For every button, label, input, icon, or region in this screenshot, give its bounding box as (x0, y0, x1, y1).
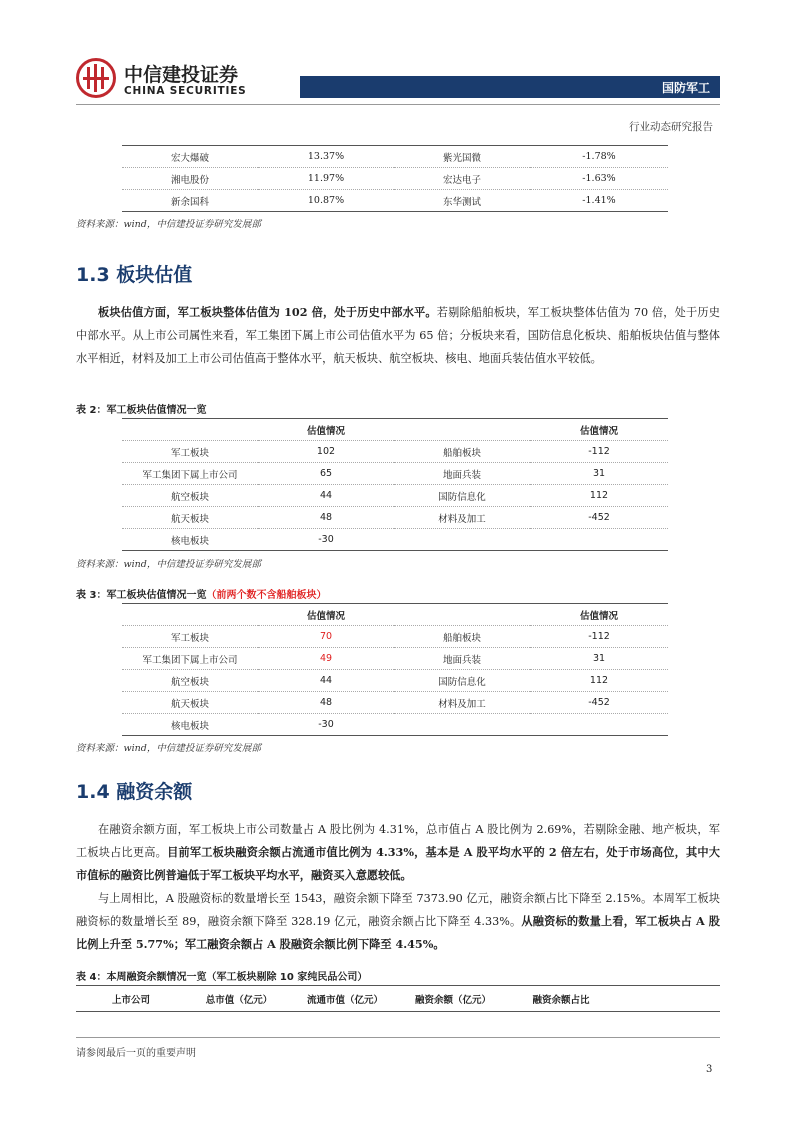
table-cell: 48 (258, 507, 394, 529)
table-row (122, 529, 668, 551)
para-text: 在融资余额方面，军工板块上市公司数量占 A 股比例为 4.31%，总市值占 A 股比例为 2.69%，若剔除金融、地产板块，军工板块占比更高。 (76, 823, 720, 859)
table-row (122, 485, 668, 507)
table-cell: 宏大爆破 (122, 146, 258, 168)
table-row (122, 168, 668, 190)
table-cell: -452 (530, 692, 668, 714)
table-header-cell (122, 604, 258, 626)
table-header-cell: 估值情况 (530, 604, 668, 626)
table-cell: 紫光国微 (394, 146, 530, 168)
table-3-caption-note: （前两个数不含船舶板块） (206, 590, 327, 601)
table-cell: 地面兵装 (394, 648, 530, 670)
para-text: 与上周相比，A 股融资标的数量增长至 1543，融资余额下降至 7373.90 亿元，融资余额占比下降至 2.15%。本周军工板块融资标的数量增长至 89，融资余额下降至 328.19 亿元，融资余额占比下降至 4.33%。 (76, 892, 720, 928)
table-header-row (76, 986, 720, 1012)
table-cell: 48 (258, 692, 394, 714)
table-cell: 航空板块 (122, 485, 258, 507)
table-cell: 102 (258, 441, 394, 463)
table-header-cell: 上市公司 (111, 994, 150, 1006)
table-cell: -1.78% (530, 146, 668, 168)
table-cell: 国防信息化 (394, 485, 530, 507)
table-row (122, 190, 668, 212)
table-cell: 军工集团下属上市公司 (122, 463, 258, 485)
table-header-row (122, 604, 668, 626)
table-cell: 东华测试 (442, 196, 481, 208)
table-cell: 10.87% (307, 195, 345, 206)
header-band (300, 76, 720, 98)
table-cell: 44 (258, 670, 394, 692)
table-cell: -112 (530, 626, 668, 648)
table-cell: 11.97% (258, 168, 394, 190)
table-cell: 材料及加工 (394, 507, 530, 529)
table-cell: 31 (530, 463, 668, 485)
table-cell-highlight: 70 (258, 626, 394, 648)
page-number: 3 (706, 1064, 713, 1075)
section-title-1-3: 1.3 板块估值 (76, 264, 193, 286)
table-header-cell: 总市值（亿元） (205, 994, 273, 1006)
table-cell: 112 (530, 485, 668, 507)
table-cell: 宏达电子 (394, 168, 530, 190)
table-header-cell (122, 419, 258, 441)
header-divider (76, 104, 720, 105)
table-2 (122, 418, 668, 551)
para-bold: 目前军工板块融资余额占流通市值比例为 4.33%，基本是 A 股平均水平的 2 倍左右，处于市场高位，其中大市值标的融资比例普遍低于军工板块平均水平，融资买入意愿较低。 (76, 845, 720, 882)
table-cell: -30 (318, 719, 334, 730)
table-row (122, 692, 668, 714)
source-note: 资料来源：wind，中信建投证券研究发展部 (76, 743, 261, 754)
para-bold-lead: 板块估值方面，军工板块整体估值为 102 倍，处于历史中部水平。 (98, 305, 437, 319)
table-row (122, 626, 668, 648)
table-cell (394, 714, 530, 736)
table-row (122, 441, 668, 463)
table-3-caption (76, 586, 326, 601)
table-header-cell: 估值情况 (258, 604, 394, 626)
table-cell: 湘电股份 (122, 168, 258, 190)
table-header-cell (394, 419, 530, 441)
table-cell: -1.41% (582, 195, 616, 206)
table-cell-highlight: 49 (258, 648, 394, 670)
table-cell: 船舶板块 (394, 441, 530, 463)
table-cell: 112 (530, 670, 668, 692)
table-header-cell: 流通市值（亿元） (306, 994, 383, 1006)
table-cell: 航天板块 (122, 692, 258, 714)
table-cell: 核电板块 (170, 535, 209, 547)
table-header-cell: 估值情况 (530, 419, 668, 441)
table-cell (530, 714, 668, 736)
table-3 (122, 603, 668, 736)
table-cell: 军工板块 (122, 626, 258, 648)
table-cell (394, 529, 530, 551)
table-row (122, 146, 668, 168)
para-bold: 从融资标的数量上看，军工板块占 A 股比例上升至 5.77%；军工融资余额占 A 股融资余额比例下降至 4.45%。 (76, 914, 720, 951)
table-cell: -452 (530, 507, 668, 529)
sector-label: 国防军工 (661, 81, 710, 95)
table-row (122, 714, 668, 736)
table-cell: 国防信息化 (394, 670, 530, 692)
table-cell: 核电板块 (170, 720, 209, 732)
table-cell: 船舶板块 (394, 626, 530, 648)
table-row (122, 648, 668, 670)
top-movers-table (122, 145, 668, 212)
table-cell: -30 (318, 534, 334, 545)
table-row (122, 670, 668, 692)
logo-text-cn: 中信建投证券 (124, 64, 239, 86)
logo-text-en: CHINA SECURITIES (124, 85, 247, 97)
section-1-4-paragraph-1 (76, 818, 720, 887)
table-cell (530, 529, 668, 551)
table-header-row (122, 419, 668, 441)
table-4-caption: 表 4：本周融资余额情况一览（军工板块剔除 10 家纯民品公司） (76, 972, 368, 983)
table-cell: 航天板块 (122, 507, 258, 529)
table-cell: -112 (530, 441, 668, 463)
para-text: 若剔除船舶板块，军工板块整体估值为 70 倍，处于历史中部水平。从上市公司属性来看，军工集团下属上市公司估值水平为 65 倍；分板块来看，国防信息化板块、船舶板块估值与整体水平相近，材料及加工上市公司估值高于整体水平，航天板块、航空板块、核电、地面兵装估值水平较低。 (76, 306, 720, 365)
section-1-4-paragraph-2 (76, 887, 720, 956)
report-type: 行业动态研究报告 (629, 121, 713, 133)
table-cell: 军工集团下属上市公司 (122, 648, 258, 670)
table-cell: 航空板块 (122, 670, 258, 692)
table-3-caption-text: 表 3：军工板块估值情况一览 (76, 590, 207, 601)
company-logo (76, 58, 246, 102)
table-cell: 材料及加工 (394, 692, 530, 714)
footer-disclaimer: 请参阅最后一页的重要声明 (76, 1048, 196, 1059)
table-header-cell-empty (614, 986, 720, 1012)
footer-divider (76, 1037, 720, 1038)
table-row (122, 463, 668, 485)
logo-mark-icon (76, 58, 116, 98)
table-4 (76, 985, 720, 1012)
table-header-cell: 估值情况 (258, 419, 394, 441)
section-1-3-paragraph (76, 301, 720, 370)
table-cell: 44 (258, 485, 394, 507)
table-header-cell: 融资余额占比 (532, 994, 590, 1006)
table-cell: 新余国科 (170, 196, 209, 208)
table-cell: 31 (530, 648, 668, 670)
section-title-1-4: 1.4 融资余额 (76, 781, 193, 803)
table-cell: 13.37% (258, 146, 394, 168)
source-note: 资料来源：wind，中信建投证券研究发展部 (76, 559, 261, 570)
source-note: 资料来源：wind，中信建投证券研究发展部 (76, 219, 261, 230)
table-cell: -1.63% (530, 168, 668, 190)
table-header-cell (394, 604, 530, 626)
table-row (122, 507, 668, 529)
table-cell: 65 (258, 463, 394, 485)
table-cell: 军工板块 (122, 441, 258, 463)
table-cell: 地面兵装 (394, 463, 530, 485)
table-header-cell: 融资余额（亿元） (414, 994, 491, 1006)
table-2-caption: 表 2：军工板块估值情况一览 (76, 405, 207, 416)
